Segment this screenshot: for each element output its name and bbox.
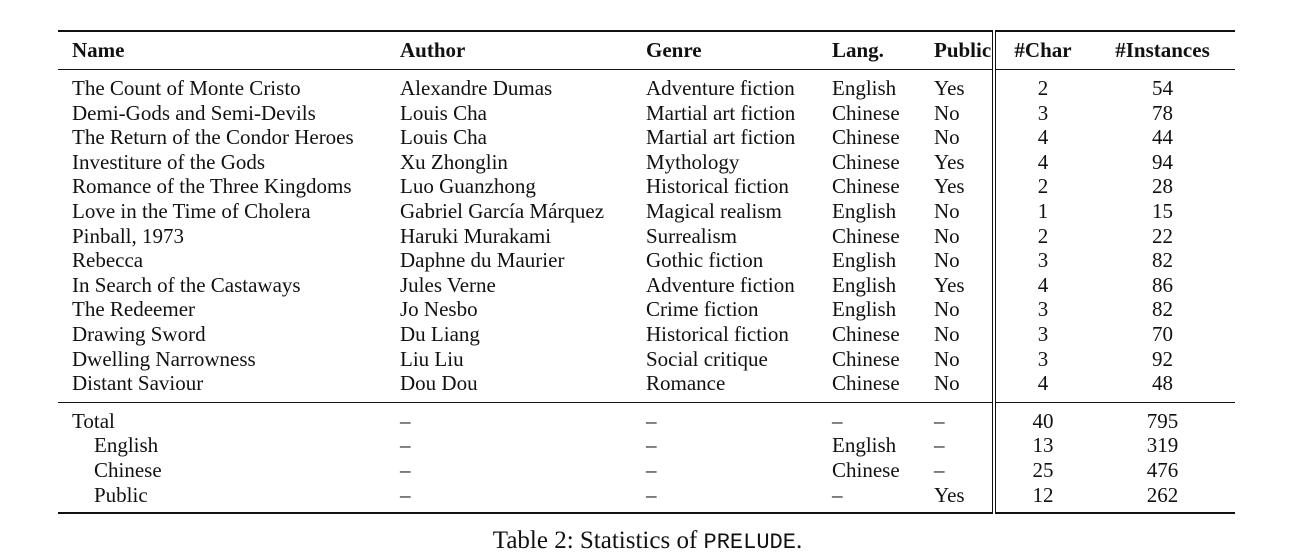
cell-char: 2	[994, 224, 1090, 249]
cell-name: The Return of the Condor Heroes	[72, 125, 354, 150]
cell-genre: –	[632, 402, 818, 433]
cell-lang: Chinese	[832, 223, 900, 248]
cell-public: –	[934, 433, 945, 458]
cell-instances: 82	[1152, 297, 1173, 322]
cell-instances: 94	[1152, 149, 1173, 174]
cell-lang: Chinese	[832, 321, 900, 346]
cell-lang: Chinese	[832, 371, 900, 396]
cell-name: The Count of Monte Cristo	[72, 76, 301, 100]
header-char: #Char	[994, 31, 1090, 70]
cell-public: No	[934, 248, 960, 273]
cell-instances: 15	[1152, 198, 1173, 223]
totals-row	[58, 433, 1235, 458]
cell-lang: Chinese	[832, 174, 900, 199]
cell-name: Distant Saviour	[72, 371, 204, 396]
cell-name: Demi-Gods and Semi-Devils	[72, 100, 316, 125]
cell-name: Love in the Time of Cholera	[72, 198, 311, 223]
cell-public: Yes	[920, 483, 994, 514]
totals-body	[58, 402, 1235, 513]
cell-author: Liu Liu	[400, 346, 464, 371]
cell-char: 4	[994, 150, 1090, 175]
cell-instances: 28	[1152, 174, 1173, 199]
cell-lang: Chinese	[832, 149, 900, 174]
cell-genre: Surrealism	[646, 223, 737, 248]
cell-genre: Martial art fiction	[646, 100, 796, 125]
cell-name: Chinese	[94, 457, 162, 482]
totals-row	[58, 458, 1235, 483]
table-row	[58, 371, 1235, 402]
cell-genre: Magical realism	[646, 198, 782, 223]
cell-genre: Crime fiction	[646, 297, 759, 322]
table-row	[58, 297, 1235, 322]
cell-genre: –	[646, 457, 657, 482]
cell-name: Pinball, 1973	[72, 223, 185, 248]
cell-genre: Adventure fiction	[646, 272, 795, 297]
header-author: Author	[386, 31, 632, 70]
cell-name: Total	[58, 402, 386, 433]
cell-name: English	[94, 433, 159, 458]
cell-lang: English	[832, 297, 897, 322]
cell-genre: Adventure fiction	[646, 76, 795, 100]
cell-name: Drawing Sword	[72, 321, 206, 346]
cell-public: –	[920, 402, 994, 433]
table-row	[58, 174, 1235, 199]
table-row	[58, 150, 1235, 175]
cell-lang: English	[832, 433, 897, 458]
cell-genre: Social critique	[646, 346, 768, 371]
cell-instances: 78	[1152, 100, 1173, 125]
cell-author: –	[400, 457, 411, 482]
caption-prefix: Table 2: Statistics of	[492, 527, 704, 554]
cell-author: Luo Guanzhong	[400, 174, 536, 199]
caption-dataset-name: PRELUDE	[703, 530, 796, 555]
table-row	[58, 125, 1235, 150]
books-body	[58, 70, 1235, 403]
cell-char: 4	[994, 273, 1090, 298]
cell-name: Investiture of the Gods	[72, 149, 266, 174]
table-row	[58, 224, 1235, 249]
header-row	[58, 31, 1235, 70]
totals-row	[58, 402, 1235, 433]
cell-char: 4	[994, 125, 1090, 150]
cell-char: 13	[994, 433, 1090, 458]
cell-name: Rebecca	[72, 248, 144, 273]
cell-public: No	[934, 371, 960, 396]
cell-lang: Chinese	[832, 100, 900, 125]
cell-author: –	[386, 402, 632, 433]
cell-instances: 86	[1152, 272, 1173, 297]
cell-genre: –	[632, 483, 818, 514]
cell-public: No	[934, 297, 960, 322]
cell-char: 3	[994, 322, 1090, 347]
cell-char: 12	[994, 483, 1090, 514]
cell-instances: 795	[1090, 402, 1235, 433]
cell-char: 4	[994, 371, 1090, 402]
table-row	[58, 248, 1235, 273]
header-genre: Genre	[632, 31, 818, 70]
cell-char: 3	[994, 347, 1090, 372]
cell-lang: English	[832, 248, 897, 273]
cell-public: Yes	[934, 76, 965, 100]
cell-public: No	[934, 321, 960, 346]
cell-public: Yes	[934, 149, 965, 174]
table-row	[58, 101, 1235, 126]
table-row	[58, 347, 1235, 372]
cell-public: No	[934, 223, 960, 248]
cell-lang: English	[832, 198, 897, 223]
cell-public: Yes	[934, 272, 965, 297]
table-row	[58, 70, 1235, 101]
cell-author: Daphne du Maurier	[400, 248, 565, 273]
cell-author: –	[386, 483, 632, 514]
cell-instances: 44	[1152, 125, 1173, 150]
cell-genre: Mythology	[646, 149, 740, 174]
header-name: Name	[58, 31, 386, 70]
cell-instances: 82	[1152, 248, 1173, 273]
cell-public: No	[934, 346, 960, 371]
cell-lang: –	[818, 402, 920, 433]
cell-author: Jo Nesbo	[400, 297, 478, 322]
table-row	[58, 322, 1235, 347]
cell-char: 25	[994, 458, 1090, 483]
cell-lang: –	[818, 483, 920, 514]
cell-lang: English	[832, 272, 897, 297]
header-instances: #Instances	[1090, 31, 1235, 70]
cell-char: 3	[994, 297, 1090, 322]
cell-public: No	[934, 198, 960, 223]
cell-public: –	[934, 457, 945, 482]
cell-name: Dwelling Narrowness	[72, 346, 256, 371]
cell-instances: 54	[1152, 76, 1173, 100]
cell-public: No	[934, 125, 960, 150]
cell-instances: 48	[1152, 371, 1173, 396]
cell-name: Romance of the Three Kingdoms	[72, 174, 352, 199]
cell-char: 1	[994, 199, 1090, 224]
cell-author: Du Liang	[400, 321, 480, 346]
cell-name: The Redeemer	[72, 297, 196, 322]
cell-instances: 319	[1146, 433, 1179, 458]
cell-author: Gabriel García Márquez	[400, 198, 605, 223]
table-row	[58, 273, 1235, 298]
cell-genre: Gothic fiction	[646, 248, 764, 273]
cell-lang: Chinese	[832, 125, 900, 150]
totals-row	[58, 483, 1235, 514]
cell-instances: 476	[1146, 457, 1179, 482]
cell-lang: Chinese	[832, 346, 900, 371]
cell-author: Dou Dou	[400, 371, 478, 396]
table-caption	[0, 526, 1295, 558]
statistics-table	[58, 30, 1235, 514]
cell-author: Louis Cha	[400, 125, 487, 150]
cell-author: –	[400, 433, 411, 458]
header-lang: Lang.	[818, 31, 920, 70]
cell-genre: Historical fiction	[646, 174, 789, 199]
cell-author: Alexandre Dumas	[400, 76, 553, 100]
cell-instances: 22	[1152, 223, 1173, 248]
cell-public: Yes	[934, 174, 965, 199]
cell-genre: Romance	[646, 371, 726, 396]
table-row	[58, 199, 1235, 224]
cell-char: 40	[994, 402, 1090, 433]
cell-instances: 92	[1152, 346, 1173, 371]
cell-char: 2	[994, 70, 1090, 101]
cell-lang: English	[832, 76, 897, 100]
cell-char: 2	[994, 174, 1090, 199]
cell-name: In Search of the Castaways	[72, 272, 301, 297]
cell-char: 3	[994, 101, 1090, 126]
cell-lang: Chinese	[832, 457, 900, 482]
cell-public: No	[934, 100, 960, 125]
cell-genre: Historical fiction	[646, 321, 789, 346]
cell-name: Public	[58, 483, 386, 514]
caption-suffix: .	[795, 527, 803, 554]
cell-genre: Martial art fiction	[646, 125, 796, 150]
cell-instances: 262	[1090, 483, 1235, 514]
cell-author: Jules Verne	[400, 272, 496, 297]
statistics-table-container	[58, 30, 1235, 514]
cell-author: Louis Cha	[400, 100, 487, 125]
header-public: Public	[920, 31, 994, 70]
cell-instances: 70	[1152, 321, 1173, 346]
cell-author: Xu Zhonglin	[400, 149, 508, 174]
cell-author: Haruki Murakami	[400, 223, 552, 248]
cell-genre: –	[646, 433, 657, 458]
cell-char: 3	[994, 248, 1090, 273]
